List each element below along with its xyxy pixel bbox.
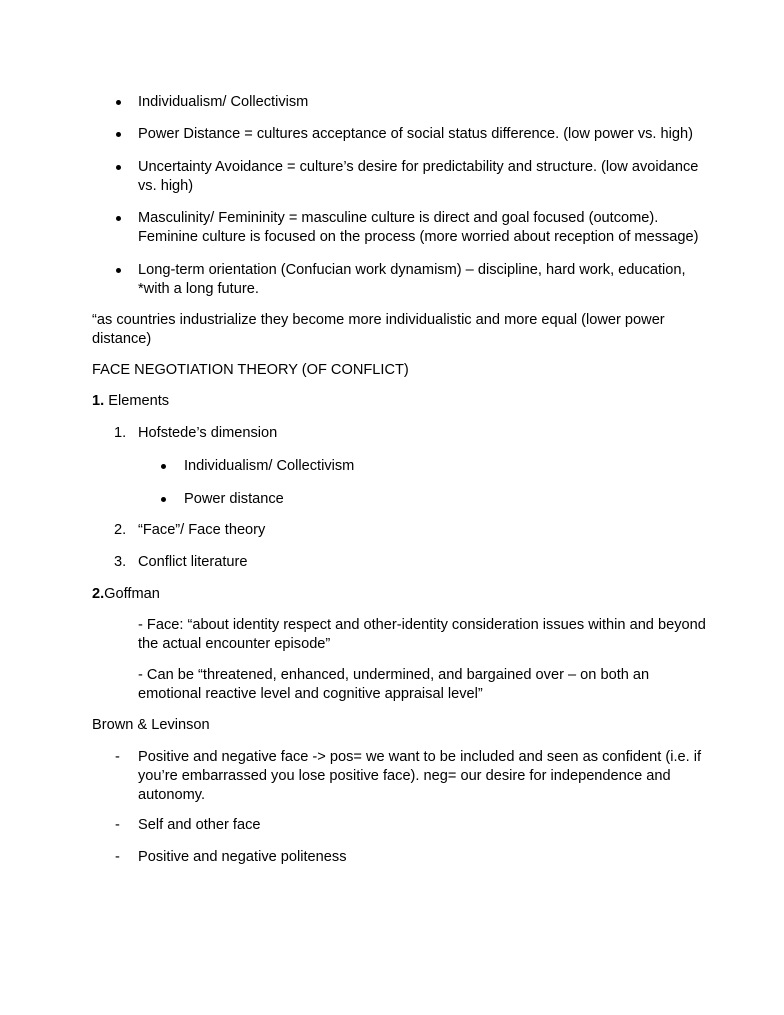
- paragraph-line: emotional reactive level and cognitive appraisal level”: [138, 686, 483, 702]
- paragraph-line: - Can be “threatened, enhanced, undermined, and bargained over – on both an: [138, 667, 650, 683]
- bullet-text: Masculinity/ Femininity = masculine culture is direct and goal focused (outcome).: [138, 210, 659, 226]
- dash-marker: -: [115, 817, 120, 833]
- sub-bullet-text: Individualism/ Collectivism: [184, 458, 355, 474]
- paragraph-line: distance): [92, 331, 152, 347]
- section-heading: FACE NEGOTIATION THEORY (OF CONFLICT): [92, 362, 409, 378]
- paragraph-line: - Face: “about identity respect and other-identity consideration issues within and beyond: [138, 617, 706, 633]
- bullet-text: Individualism/ Collectivism: [138, 94, 309, 110]
- bullet-icon: [116, 165, 121, 170]
- bullet-icon: [116, 216, 121, 221]
- section-number: 2.: [92, 586, 105, 602]
- bullet-text: Long-term orientation (Confucian work dynamism) – discipline, hard work, education,: [138, 262, 686, 278]
- bullet-text: vs. high): [138, 178, 194, 194]
- section-number: 1.: [92, 393, 105, 409]
- bullet-text: Uncertainty Avoidance = culture’s desire for predictability and structure. (low avoidance: [138, 159, 699, 175]
- bullet-icon: [116, 132, 121, 137]
- dash-item-text: you’re embarrassed you lose positive face). neg= our desire for independence and: [138, 768, 671, 784]
- bullet-text: *with a long future.: [138, 281, 259, 297]
- bullet-icon: [116, 268, 121, 273]
- list-item-text: Conflict literature: [138, 554, 248, 570]
- bullet-icon: [116, 100, 121, 105]
- bullet-text: Power Distance = cultures acceptance of social status difference. (low power vs. high): [138, 126, 693, 142]
- dash-marker: -: [115, 849, 120, 865]
- dash-item-text: autonomy.: [138, 787, 206, 803]
- dash-item-text: Positive and negative face -> pos= we want to be included and seen as confident (i.e. if: [138, 749, 702, 765]
- dash-item-text: Self and other face: [138, 817, 261, 833]
- bullet-icon: [161, 464, 166, 469]
- goffman-heading: [92, 585, 160, 605]
- list-item-text: Hofstede’s dimension: [138, 425, 278, 441]
- brown-heading: Brown & Levinson: [92, 717, 210, 733]
- section-label: Elements: [104, 393, 170, 409]
- dash-marker: -: [115, 749, 120, 765]
- bullet-text: Feminine culture is focused on the process (more worried about reception of message): [138, 229, 699, 245]
- section-label: Goffman: [104, 586, 160, 602]
- list-number: 3.: [114, 554, 127, 570]
- bullet-icon: [161, 497, 166, 502]
- sub-bullet-text: Power distance: [184, 491, 284, 507]
- dash-item-text: Positive and negative politeness: [138, 849, 347, 865]
- list-number: 2.: [114, 522, 127, 538]
- paragraph-line: “as countries industrialize they become more individualistic and more equal (lower power: [92, 312, 665, 328]
- elements-heading: [92, 392, 169, 412]
- list-number: 1.: [114, 425, 127, 441]
- list-item-text: “Face”/ Face theory: [138, 522, 266, 538]
- paragraph-line: the actual encounter episode”: [138, 636, 331, 652]
